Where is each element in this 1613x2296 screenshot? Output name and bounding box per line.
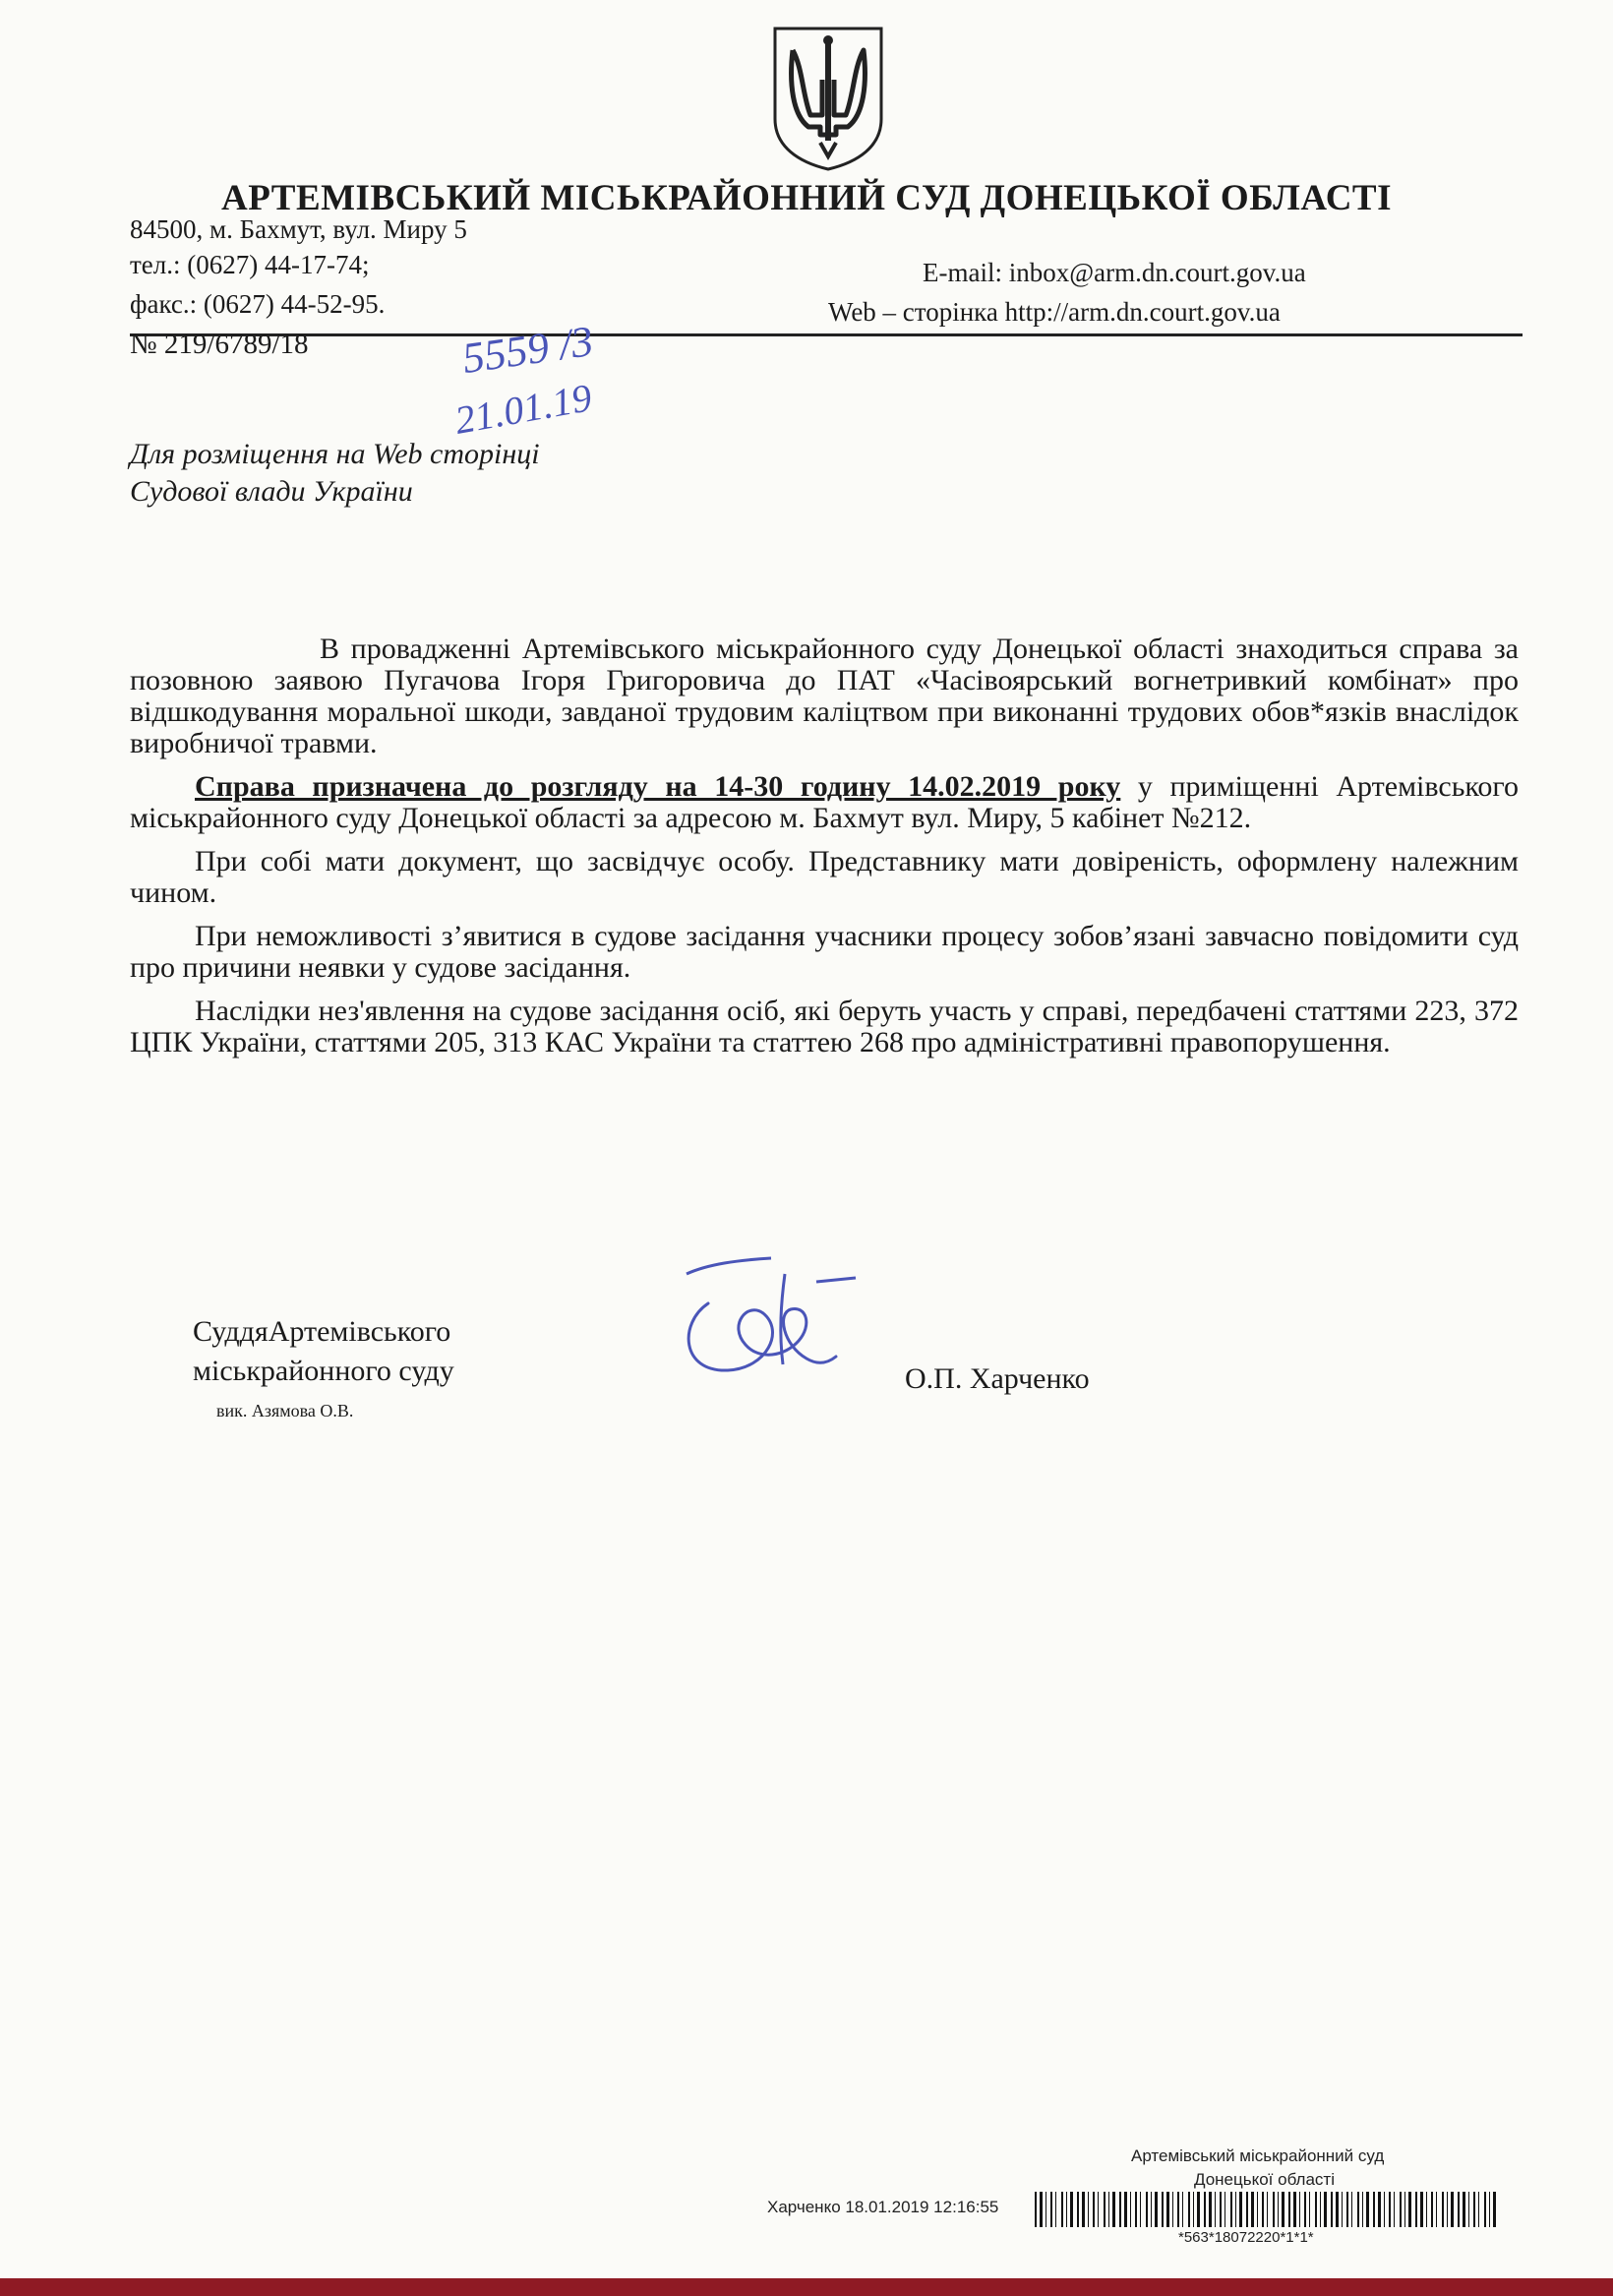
barcode-text: *563*18072220*1*1* <box>1178 2229 1314 2246</box>
barcode-icon <box>1035 2192 1503 2227</box>
paragraph-documents: При собі мати документ, що засвідчує особу. Представнику мати довіреність, оформлену належним чином. <box>130 845 1519 909</box>
handwritten-signature-icon <box>669 1235 875 1382</box>
stamp-court-line-1: Артемівський міськрайонний суд <box>1131 2146 1385 2165</box>
signatory-title-line-1: СуддяАртемівського <box>193 1315 451 1348</box>
paragraph-absence: При неможливості з’явитися в судове засідання учасники процесу зобов’язані завчасно повідомити суд про причини неявки у судове засідання. <box>130 920 1519 984</box>
court-address: 84500, м. Бахмут, вул. Миру 5 <box>130 214 467 244</box>
header-divider <box>130 333 1523 336</box>
paragraph-consequences: Наслідки нез'явлення на судове засідання осіб, які беруть участь у справі, передбачені статтями 223, 372 ЦПК України, статтями 205, 313 КАС України та статтею 268 про адміністративні правопорушення. <box>130 995 1519 1058</box>
court-email: E-mail: inbox@arm.dn.court.gov.ua <box>923 258 1306 287</box>
scan-edge <box>0 2278 1613 2296</box>
destination-line-1: Для розміщення на Web сторінці <box>130 438 540 470</box>
executor-note: вик. Азямова О.В. <box>216 1401 354 1420</box>
stamp-timestamp: Харченко 18.01.2019 12:16:55 <box>767 2198 999 2216</box>
destination-line-2: Судової влади України <box>130 475 413 508</box>
court-fax: факс.: (0627) 44-52-95. <box>130 289 386 319</box>
coat-of-arms-icon <box>769 25 887 172</box>
notice-body <box>130 634 1519 1070</box>
paragraph-case-description: В провадженні Артемівського міськрайонного суду Донецької області знаходиться справа за позовною заявою Пугачова Ігоря Григоровича до ПАТ «Часівоярський вогнетривкий комбінат» про відшкодування моральної шкоди, завданої трудовим каліцтвом при виконанні трудових обов*язків внаслідок виробничої травми. <box>130 633 1519 759</box>
signatory-name: О.П. Харченко <box>905 1362 1090 1395</box>
paragraph-hearing <box>130 771 1519 834</box>
handwritten-reg-number: 5559 /3 <box>459 316 596 384</box>
court-web: Web – сторінка http://arm.dn.court.gov.ua <box>828 297 1281 327</box>
signatory-title-line-2: міськрайонного суду <box>193 1355 454 1387</box>
hearing-date: Справа призначена до розгляду на 14-30 годину 14.02.2019 року <box>195 770 1121 803</box>
stamp-court-line-2: Донецької області <box>1194 2170 1335 2189</box>
court-phone: тел.: (0627) 44-17-74; <box>130 250 370 279</box>
hearing-location: у приміщенні Артемівського міськрайонного суду Донецької області за адресою м. Бахмут вул. Миру, 5 кабінет №212. <box>130 770 1519 834</box>
reference-number: № 219/6789/18 <box>130 329 309 360</box>
handwritten-reg-date: 21.01.19 <box>451 375 595 443</box>
court-name: АРТЕМІВСЬКИЙ МІСЬКРАЙОННИЙ СУД ДОНЕЦЬКОЇ ОБЛАСТІ <box>221 178 1392 218</box>
